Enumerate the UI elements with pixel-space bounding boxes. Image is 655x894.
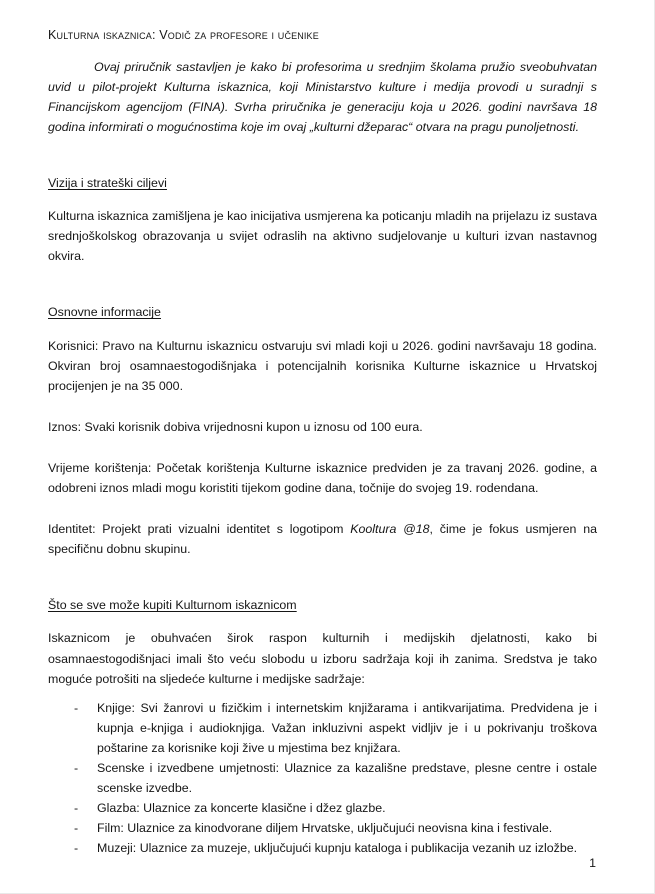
- spacer: [48, 498, 597, 519]
- section-osnovne-paragraph-vrijeme-koristenja: Vrijeme korištenja: Početak korištenja Kulturne iskaznice predviden je za travanj 2026. godine, a odobreni iznos mladi mogu koristiti tijekom godine dana, točnije do svojeg 19. rodendana.: [48, 460, 597, 496]
- list-item-scenske-umjetnosti-text: Scenske i izvedbene umjetnosti: Ulaznice za kazališne predstave, plesne centre i ostale scenske izvedbe.: [97, 760, 597, 796]
- page-number: 1: [589, 856, 596, 871]
- spacer: [48, 689, 597, 698]
- identitet-text-after: , čime je fokus usmjeren na specifičnu dobnu skupinu.: [48, 522, 597, 557]
- section-heading-sto-se-moze-kupiti-label: Što se sve može kupiti Kulturnom iskaznicom: [48, 598, 297, 613]
- section-heading-vizija-label: Vizija i strateški ciljevi: [48, 176, 167, 191]
- section-heading-osnovne-informacije: [48, 302, 597, 322]
- list-item-film: [48, 818, 597, 838]
- section-vizija-paragraph-1: Kulturna iskaznica zamišljena je kao inicijativa usmjerena ka poticanju mladih na prijelazu iz sustava srednjoškolskog obrazovanja u svijet odraslih na aktivno sudjelovanje u kulturi izvan nastavnog okvira.: [48, 209, 597, 264]
- section-osnovne-paragraph-korisnici: Korisnici: Pravo na Kulturnu iskaznicu ostvaruju svi mladi koji u 2026. godini navršavaju 18 godina. Okviran broj osamnaestogodišnjaka i potencijalnih korisnika Kulturne iskaznice u Hrvatskoj procijenjen je na 35 000.: [48, 338, 597, 393]
- list-item-glazba-text: Glazba: Ulaznice za koncerte klasične i džez glazbe.: [97, 801, 386, 816]
- page-title: Kulturna iskaznica: Vodič za profesore i učenike: [48, 28, 319, 42]
- list-item-scenske-umjetnosti: [48, 758, 597, 798]
- list-item-film-text: Film: Ulaznice za kinodvorane diljem Hrvatske, uključujući neovisna kina i festivale.: [97, 821, 553, 836]
- list-item-glazba: [48, 798, 597, 818]
- bullet-dash-icon: -: [74, 841, 79, 856]
- section-heading-sto-se-moze-kupiti: [48, 595, 597, 615]
- spacer: [48, 396, 597, 417]
- section-osnovne-paragraph-iznos: Iznos: Svaki korisnik dobiva vrijednosni kupon u iznosu od 100 eura.: [48, 419, 423, 434]
- spacer: [48, 437, 597, 458]
- spacer: [48, 615, 597, 628]
- section-kupnja-paragraph-1: Iskaznicom je obuhvaćen širok raspon kulturnih i medijskih djelatnosti, kako bi osamnaestogodišnjaci imali što veću slobodu u izboru sadržaja koji ih zanima. Sredstva je tako moguće potrošiti na sljedeće kulturne i medijske sadržaje:: [48, 631, 597, 686]
- spacer: [48, 323, 597, 336]
- identitet-text-before: Identitet: Projekt prati vizualni identitet s logotipom: [48, 522, 351, 537]
- section-heading-osnovne-informacije-label: Osnovne informacije: [48, 305, 161, 320]
- bullet-dash-icon: -: [74, 821, 79, 836]
- list-item-knjige: [48, 698, 597, 758]
- category-list: [48, 698, 597, 859]
- bullet-dash-icon: -: [74, 760, 79, 775]
- spacer: [48, 559, 597, 595]
- list-item-knjige-text: Knjige: Svi žanrovi u fizičkim i internetskim knjižarama i antikvarijatima. Predvidena je i kupnja e-knjiga i audioknjiga. Važan inkluzivni aspekt vidljiv je i u pokrivanju troškova poštarine za korisnike koji žive u mjestima bez knjižara.: [97, 700, 597, 755]
- list-item-muzeji-text: Muzeji: Ulaznice za muzeje, uključujući kupnju kataloga i publikacija vezanih uz izložbe.: [97, 841, 578, 856]
- logo-name: Kooltura @18: [350, 522, 430, 537]
- spacer: [48, 266, 597, 302]
- bullet-dash-icon: -: [74, 700, 79, 715]
- spacer: [48, 193, 597, 206]
- section-osnovne-paragraph-identitet: [48, 519, 597, 559]
- page-content: [48, 28, 597, 858]
- intro-paragraph: Ovaj priručnik sastavljen je kako bi profesorima u srednjim školama pružio sveobuhvatan uvid u pilot-projekt Kulturna iskaznica, koji Ministarstvo kulture i medija provodi u suradnji s Financijskom agencijom (FINA). Svrha priručnika je generaciju koja u 2026. godini navršava 18 godina informirati o mogućnostima koje im ovaj „kulturni džeparac“ otvara na pragu punoljetnosti.: [48, 59, 597, 135]
- list-item-muzeji: [48, 838, 597, 858]
- spacer: [48, 137, 597, 173]
- section-heading-vizija: [48, 173, 597, 193]
- bullet-dash-icon: -: [74, 801, 79, 816]
